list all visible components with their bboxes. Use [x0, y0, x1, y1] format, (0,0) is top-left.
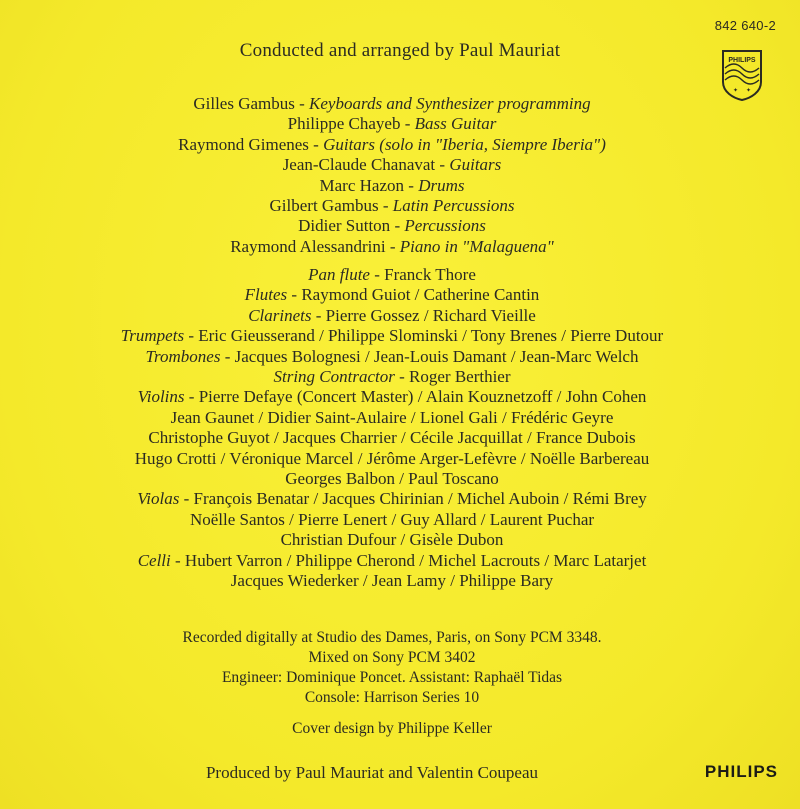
instrument-role: Percussions	[404, 216, 486, 236]
section-name: Pan flute	[308, 265, 370, 284]
orchestra-line	[0, 387, 792, 407]
player-names: - Pierre Gossez / Richard Vieille	[311, 305, 536, 325]
section-name: Violas	[137, 489, 180, 509]
player-names: Jacques Wiederker / Jean Lamy / Philippe Bary	[230, 571, 554, 591]
musician-name: Gilbert Gambus	[269, 196, 379, 216]
orchestra-line	[0, 469, 792, 489]
section-name: String Contractor	[273, 367, 395, 387]
musician-name: Raymond Alessandrini	[230, 236, 386, 256]
player-names: - Franck Thore	[369, 265, 476, 284]
musician-name: Marc Hazon	[319, 175, 405, 195]
credit-line	[0, 155, 792, 175]
separator: -	[435, 155, 450, 175]
musician-name: Philippe Chayeb	[287, 114, 401, 134]
orchestra-line	[0, 265, 792, 285]
musician-name: Raymond Gimenes	[178, 134, 309, 154]
separator: -	[390, 216, 405, 236]
player-names: Jean Gaunet / Didier Saint-Aulaire / Lionel Gali / Frédéric Geyre	[170, 407, 614, 427]
orchestra-line	[0, 449, 792, 469]
separator: -	[404, 175, 419, 195]
player-names: Hugo Crotti / Véronique Marcel / Jérôme Arger-Lefèvre / Noëlle Barbereau	[134, 448, 650, 468]
instrument-role: Piano in "Malaguena"	[399, 236, 554, 256]
philips-wordmark: PHILIPS	[704, 762, 778, 781]
orchestra-line	[0, 489, 792, 509]
recording-note: Mixed on Sony PCM 3402	[308, 649, 476, 666]
player-names: Georges Balbon / Paul Toscano	[285, 469, 499, 489]
conductor-heading: Conducted and arranged by Paul Mauriat	[239, 40, 561, 61]
musician-name: Gilles Gambus	[193, 94, 295, 113]
orchestra-line	[0, 408, 792, 428]
orchestra-line	[0, 571, 792, 591]
player-names: - Raymond Guiot / Catherine Cantin	[287, 285, 540, 305]
separator: -	[378, 196, 393, 216]
orchestra-line	[0, 530, 792, 550]
cover-design-credit: Cover design by Philippe Keller	[292, 720, 492, 737]
section-name: Trumpets	[120, 326, 185, 346]
separator: -	[385, 236, 400, 256]
producer-credit: Produced by Paul Mauriat and Valentin Coupeau	[205, 763, 539, 782]
recording-notes	[0, 628, 792, 708]
musician-name: Didier Sutton	[298, 216, 391, 236]
player-names: Christophe Guyot / Jacques Charrier / Cécile Jacquillat / France Dubois	[148, 428, 636, 448]
player-names: - Hubert Varron / Philippe Cherond / Michel Lacrouts / Marc Latarjet	[170, 550, 647, 570]
player-names: Christian Dufour / Gisèle Dubon	[280, 530, 504, 550]
credit-line	[0, 176, 792, 196]
player-names: - Roger Berthier	[394, 367, 511, 387]
section-name: Trombones	[145, 346, 221, 366]
musician-name: Jean-Claude Chanavat	[282, 155, 436, 175]
recording-note: Recorded digitally at Studio des Dames, Paris, on Sony PCM 3348.	[182, 629, 602, 646]
separator: -	[308, 134, 324, 154]
orchestra-line	[0, 367, 792, 387]
orchestra-line	[0, 551, 792, 571]
credit-line	[0, 216, 792, 236]
svg-text:✦: ✦	[746, 88, 752, 94]
orchestra-line	[0, 347, 792, 367]
recording-note: Console: Harrison Series 10	[304, 689, 480, 706]
section-name: Celli	[137, 550, 171, 570]
instrument-role: Guitars	[449, 155, 502, 175]
orchestra-line	[0, 428, 792, 448]
svg-text:✦: ✦	[733, 88, 739, 94]
credit-line	[0, 237, 792, 257]
player-names: - Pierre Defaye (Concert Master) / Alain Kouznetzoff / John Cohen	[184, 387, 647, 407]
orchestra-line	[0, 306, 792, 326]
orchestra-credits	[0, 265, 792, 592]
instrument-role: Drums	[418, 175, 465, 195]
player-names: - Jacques Bolognesi / Jean-Louis Damant / Jean-Marc Welch	[220, 346, 639, 366]
separator: -	[294, 94, 310, 113]
instrument-role: Keyboards and Synthesizer programming	[309, 94, 591, 113]
instrument-role: Guitars (solo in "Iberia, Siempre Iberia")	[323, 134, 606, 154]
player-names: - François Benatar / Jacques Chirinian / Michel Auboin / Rémi Brey	[179, 489, 647, 509]
player-names: - Eric Gieusserand / Philippe Slominski / Tony Brenes / Pierre Dutour	[184, 326, 664, 346]
credit-line	[0, 135, 792, 155]
separator: -	[400, 114, 415, 134]
credit-line	[0, 114, 792, 134]
credit-line	[0, 196, 792, 216]
orchestra-line	[0, 285, 792, 305]
instrument-role: Latin Percussions	[392, 196, 515, 216]
section-name: Clarinets	[248, 305, 312, 325]
credit-line	[0, 94, 792, 114]
soloist-credits	[0, 94, 792, 257]
orchestra-line	[0, 326, 792, 346]
player-names: Noëlle Santos / Pierre Lenert / Guy Allard / Laurent Puchar	[189, 509, 595, 529]
instrument-role: Bass Guitar	[414, 114, 497, 134]
section-name: Violins	[137, 387, 185, 407]
section-name: Flutes	[244, 285, 288, 305]
shield-logo-word: PHILIPS	[728, 57, 756, 64]
orchestra-line	[0, 510, 792, 530]
catalog-number: 842 640-2	[714, 18, 776, 33]
recording-note: Engineer: Dominique Poncet. Assistant: Raphaël Tidas	[221, 669, 563, 686]
